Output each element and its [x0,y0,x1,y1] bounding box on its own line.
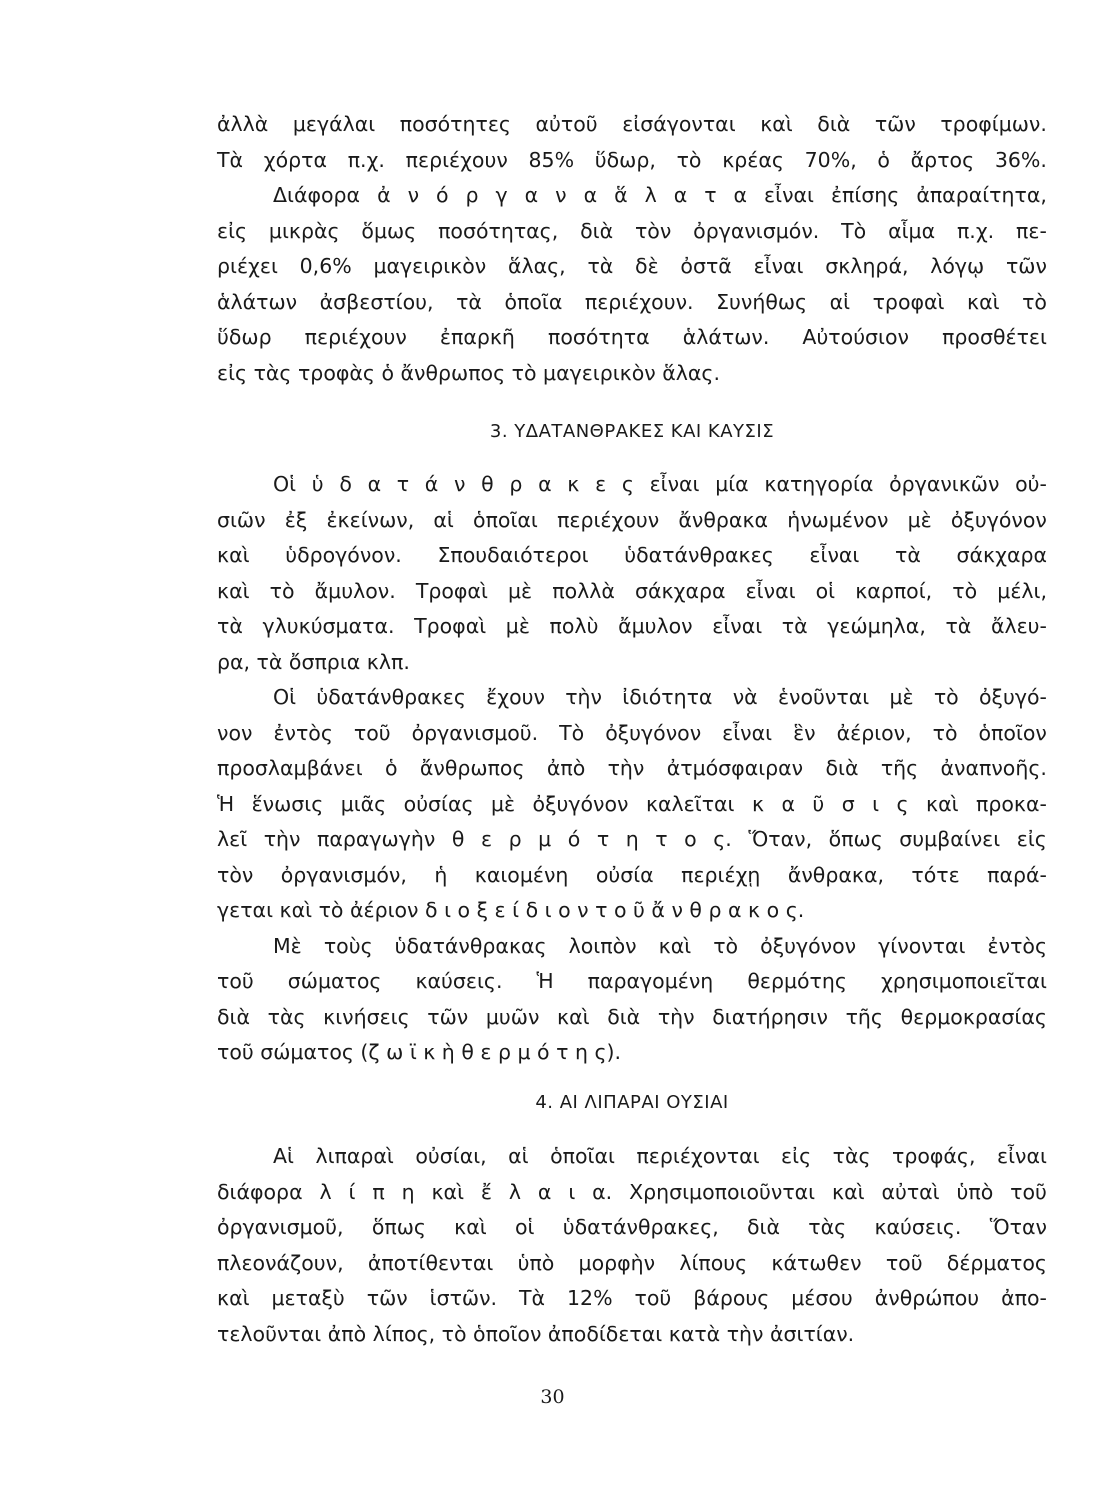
text-line: Ἡ ἕνωσις μιᾶς οὐσίας μὲ ὀξυγόνον καλεῖται κ α ῦ σ ι ς καὶ προκα- [217,791,1047,816]
text-line: Μὲ τοὺς ὑδατάνθρακας λοιπὸν καὶ τὸ ὀξυγόνον γίνονται ἐντὸς [273,933,1047,958]
text-line: τελοῦνται ἀπὸ λίπος, τὸ ὁποῖον ἀποδίδεται κατὰ τὴν ἀσιτίαν. [217,1321,855,1346]
text-line: τὰ γλυκύσματα. Τροφαὶ μὲ πολὺ ἄμυλον εἶναι τὰ γεώμηλα, τὰ ἄλευ- [217,614,1047,638]
text-line: Τὰ χόρτα π.χ. περιέχουν 85% ὕδωρ, τὸ κρέας 70%, ὁ ἄρτος 36%. [217,147,1047,172]
text-line: διὰ τὰς κινήσεις τῶν μυῶν καὶ διὰ τὴν διατήρησιν τῆς θερμοκρασίας [217,1004,1047,1029]
text-line: ριέχει 0,6% μαγειρικὸν ἅλας, τὰ δὲ ὀστᾶ εἶναι σκληρά, λόγῳ τῶν [217,254,1047,278]
text-line: τοῦ σώματος καύσεις. Ἡ παραγομένη θερμότης χρησιμοποιεῖται [217,969,1047,993]
section-1-text [217,112,1047,396]
section-4-text [217,1144,1047,1357]
text-line: Διάφορα ἀ ν ό ρ γ α ν α ἅ λ α τ α εἶναι ἐπίσης ἀπαραίτητα, [273,183,1047,207]
text-line: προσλαμβάνει ὁ ἄνθρωπος ἀπὸ τὴν ἀτμόσφαιραν διὰ τῆς ἀναπνοῆς. [217,756,1047,780]
text-line: Αἱ λιπαραὶ οὐσίαι, αἱ ὁποῖαι περιέχονται εἰς τὰς τροφάς, εἶναι [273,1144,1047,1168]
text-line: καὶ τὸ ἄμυλον. Τροφαὶ μὲ πολλὰ σάκχαρα εἶναι οἱ καρποί, τὸ μέλι, [217,578,1047,603]
text-line: εἰς μικρὰς ὅμως ποσότητας, διὰ τὸν ὀργανισμόν. Τὸ αἷμα π.χ. πε- [217,218,1047,243]
text-line: σιῶν ἐξ ἐκείνων, αἱ ὁποῖαι περιέχουν ἄνθρακα ἡνωμένον μὲ ὀξυγόνον [217,507,1047,532]
text-line: ὕδωρ περιέχουν ἐπαρκῆ ποσότητα ἁλάτων. Αὐτούσιον προσθέτει [217,325,1047,349]
text-line: ρα, τὰ ὄσπρια κλπ. [217,649,410,674]
section-3-text [217,472,1047,1076]
section-heading-3: 3. ΥΔΑΤΑΝΘΡΑΚΕΣ ΚΑΙ ΚΑΥΣΙΣ [489,421,775,442]
text-line: γεται καὶ τὸ ἀέριον δ ι ο ξ ε ί δ ι ο ν τ ο ῦ ἄ ν θ ρ α κ ο ς. [217,898,805,922]
text-line: τοῦ σώματος (ζ ω ϊ κ ὴ θ ε ρ μ ό τ η ς). [217,1040,622,1064]
text-line: καὶ μεταξὺ τῶν ἱστῶν. Τὰ 12% τοῦ βάρους μέσου ἀνθρώπου ἀπο- [217,1286,1047,1310]
text-line: ἀλλὰ μεγάλαι ποσότητες αὐτοῦ εἰσάγονται καὶ διὰ τῶν τροφίμων. [217,112,1047,136]
text-line: λεῖ τὴν παραγωγὴν θ ε ρ μ ό τ η τ ο ς. Ὅταν, ὅπως συμβαίνει εἰς [217,827,1047,851]
section-heading-4: 4. ΑΙ ΛΙΠΑΡΑΙ ΟΥΣΙΑΙ [535,1092,729,1113]
text-line: εἰς τὰς τροφὰς ὁ ἄνθρωπος τὸ μαγειρικὸν ἅλας. [217,360,720,385]
text-line: Οἱ ὑδατάνθρακες ἔχουν τὴν ἰδιότητα νὰ ἑνοῦνται μὲ τὸ ὀξυγό- [273,685,1047,709]
text-line: πλεονάζουν, ἀποτίθενται ὑπὸ μορφὴν λίπους κάτωθεν τοῦ δέρματος [217,1250,1047,1275]
text-line: διάφορα λ ί π η καὶ ἔ λ α ι α. Χρησιμοποιοῦνται καὶ αὐταὶ ὑπὸ τοῦ [217,1179,1047,1204]
text-line: ἁλάτων ἀσβεστίου, τὰ ὁποῖα περιέχουν. Συνήθως αἱ τροφαὶ καὶ τὸ [217,289,1047,314]
text-line: τὸν ὀργανισμόν, ἡ καιομένη οὐσία περιέχῃ ἄνθρακα, τότε παρά- [217,862,1047,887]
page-number: 30 [540,1386,565,1408]
text-line: νον ἐντὸς τοῦ ὀργανισμοῦ. Τὸ ὀξυγόνον εἶναι ἓν ἀέριον, τὸ ὁποῖον [217,720,1047,745]
text-line: καὶ ὑδρογόνον. Σπουδαιότεροι ὑδατάνθρακες εἶναι τὰ σάκχαρα [217,543,1047,567]
text-line: ὀργανισμοῦ, ὅπως καὶ οἱ ὑδατάνθρακες, διὰ τὰς καύσεις. Ὅταν [217,1215,1047,1239]
text-line: Οἱ ὑ δ α τ ά ν θ ρ α κ ε ς εἶναι μία κατηγορία ὀργανικῶν οὐ- [273,472,1047,496]
